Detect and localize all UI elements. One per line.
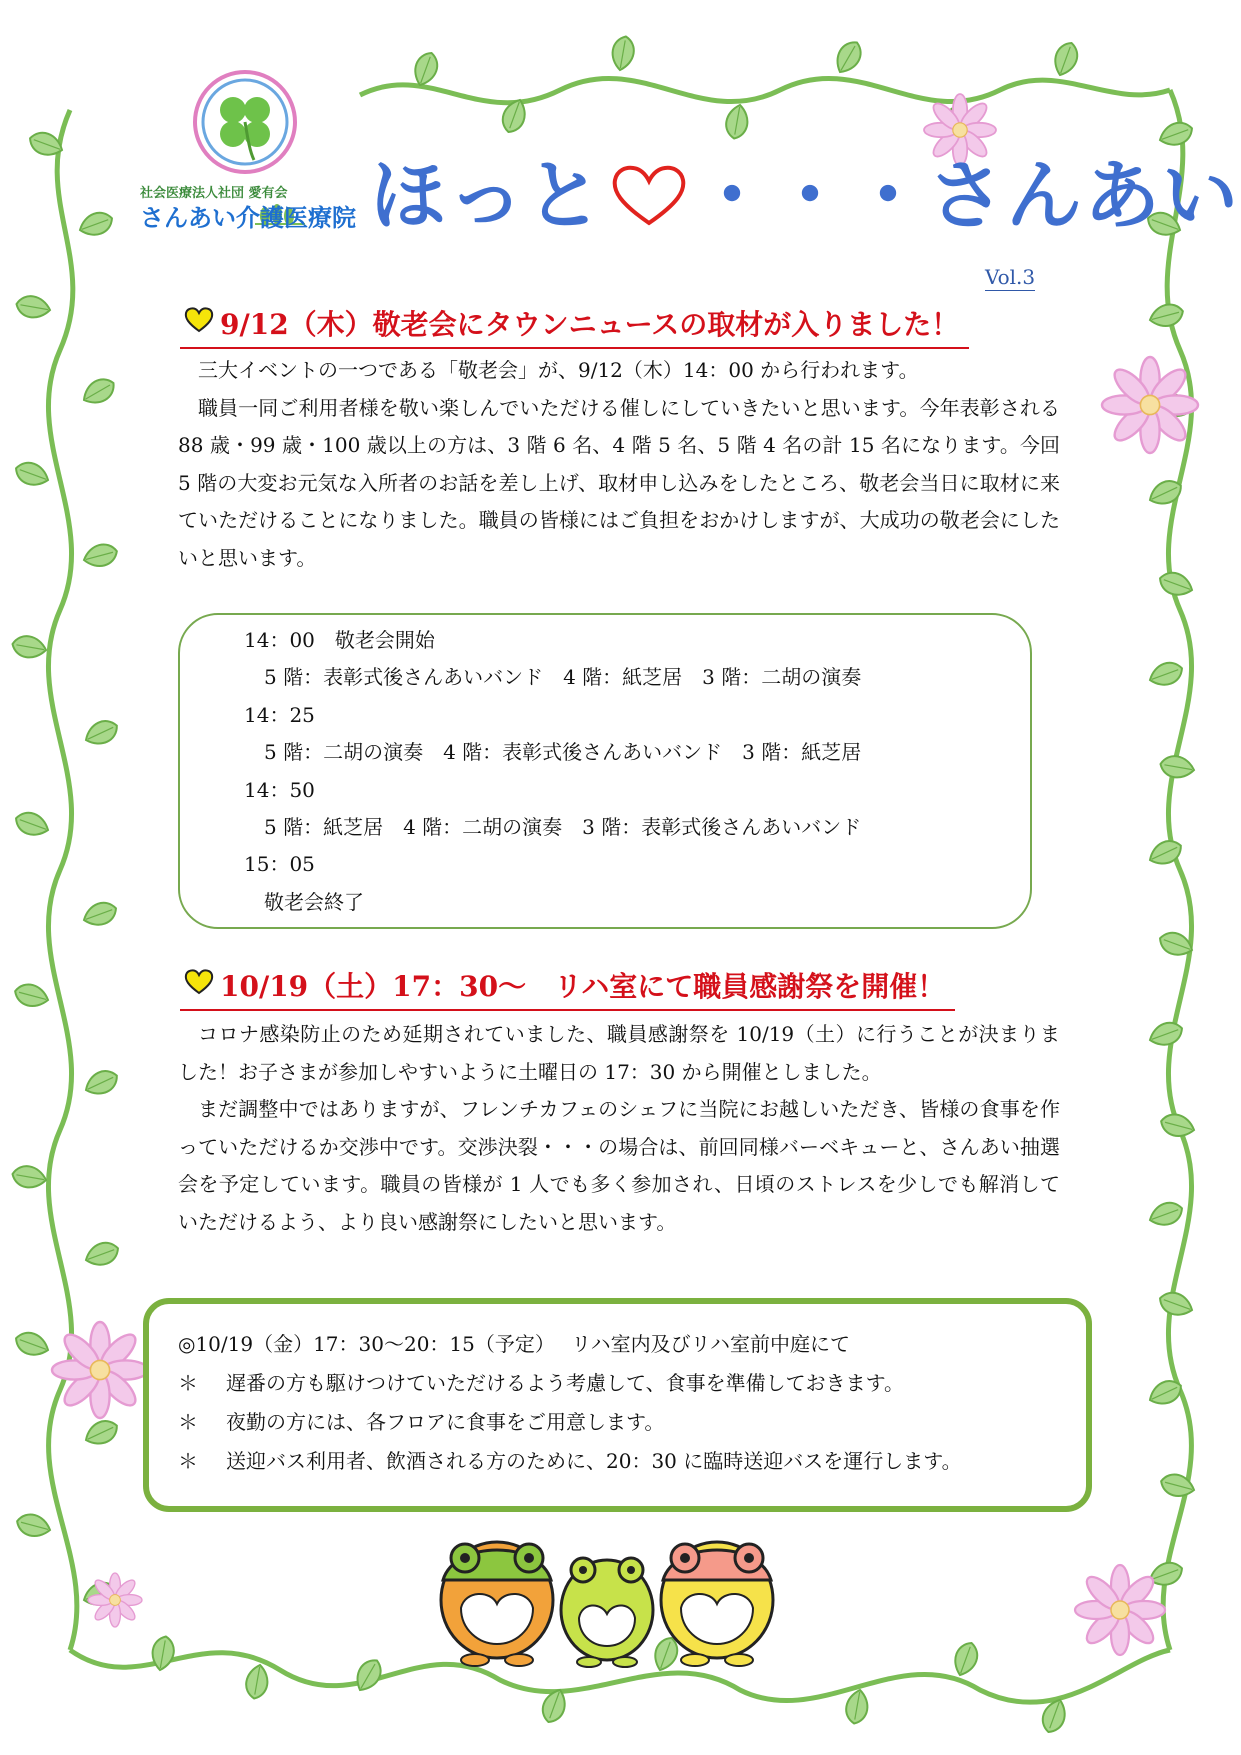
org-corporate-name: 社会医療法人社団 愛有会	[140, 186, 288, 201]
section1-paragraph: 職員一同ご利用者様を敬い楽しんでいただける催しにしていきたいと思います。今年表彰される 88 歳・99 歳・100 歳以上の方は、3 階 6 名、4 階 5 名、5 階 4 名の計 15 名になります。今回 5 階の大変お元気な入所者のお話を差し上げ、取材申し込みをしたところ、敬老会当日に取材に来ていただけることになりました。職員の皆様にはご負担をおかけしますが、大成功の敬老会にしたいと思います。	[178, 395, 1060, 570]
org-name: さんあい介護医療院	[140, 204, 356, 232]
frog-icon	[661, 1542, 773, 1666]
page-title	[370, 151, 1240, 240]
event-note-text: 遅番の方も駆けつけていただけるよう考慮して、食事を準備しておきます。	[226, 1371, 904, 1395]
schedule-time: 14：00 敬老会開始	[244, 628, 435, 652]
heart-icon	[610, 163, 688, 239]
event-note-text: 夜勤の方には、各フロアに食事をご用意します。	[226, 1410, 665, 1434]
event-note	[178, 1442, 962, 1481]
section2-heading-text: 10/19（土）17：30～ リハ室にて職員感謝祭を開催！	[220, 970, 946, 1003]
schedule-time: 15：05	[244, 852, 315, 877]
section1-heading-text: 9/12（木）敬老会にタウンニュースの取材が入りました！	[220, 308, 960, 341]
schedule-detail: 5 階：紙芝居 4 階：二胡の演奏 3 階：表彰式後さんあいバンド	[264, 815, 862, 840]
yellow-heart-icon	[184, 969, 214, 1002]
frog-icon	[441, 1542, 553, 1666]
bullet-asterisk: ＊	[178, 1410, 198, 1434]
schedule-detail: 5 階：二胡の演奏 4 階：表彰式後さんあいバンド 3 階：紙芝居	[264, 740, 862, 765]
event-note	[178, 1364, 962, 1403]
schedule-time: 14：50	[244, 777, 315, 802]
frogs-illustration	[435, 1520, 780, 1670]
title-right: ・・・さんあい	[694, 151, 1240, 240]
event-note	[178, 1403, 962, 1442]
title-left: ほっと	[370, 151, 604, 240]
event-details	[178, 1325, 962, 1481]
section2-paragraph: コロナ感染防止のため延期されていました、職員感謝祭を 10/19（土）に行うことが決まりました！お子さまが参加しやすいように土曜日の 17：30 から開催としました。	[178, 1022, 1060, 1084]
section1-paragraph: 三大イベントの一つである「敬老会」が、9/12（木）14：00 から行われます。	[198, 358, 919, 382]
volume-label: Vol.3	[985, 265, 1036, 289]
schedule-list	[244, 622, 861, 921]
event-details-title: ◎10/19（金）17：30～20：15（予定） リハ室内及びリハ室前中庭にて	[178, 1332, 851, 1356]
section1-body	[178, 352, 1060, 577]
bullet-asterisk: ＊	[178, 1371, 198, 1395]
section2-heading	[180, 965, 955, 1011]
schedule-detail: 5 階：表彰式後さんあいバンド 4 階：紙芝居 3 階：二胡の演奏	[264, 665, 862, 690]
section2-body	[178, 1016, 1060, 1241]
event-note-text: 送迎バス利用者、飲酒される方のために、20：30 に臨時送迎バスを運行します。	[226, 1449, 962, 1473]
frog-icon	[561, 1558, 653, 1667]
section2-paragraph: まだ調整中ではありますが、フレンチカフェのシェフに当院にお越しいただき、皆様の食事を作っていただけるか交渉中です。交渉決裂・・・の場合は、前回同様バーベキューと、さんあい抽選会を予定しています。職員の皆様が 1 人でも多く参加され、日頃のストレスを少しでも解消していただけるよう、より良い感謝祭にしたいと思います。	[178, 1097, 1060, 1234]
bullet-asterisk: ＊	[178, 1449, 198, 1473]
schedule-time: 14：25	[244, 702, 315, 727]
section1-heading	[180, 303, 969, 349]
yellow-heart-icon	[184, 307, 214, 340]
schedule-detail: 敬老会終了	[264, 889, 364, 914]
